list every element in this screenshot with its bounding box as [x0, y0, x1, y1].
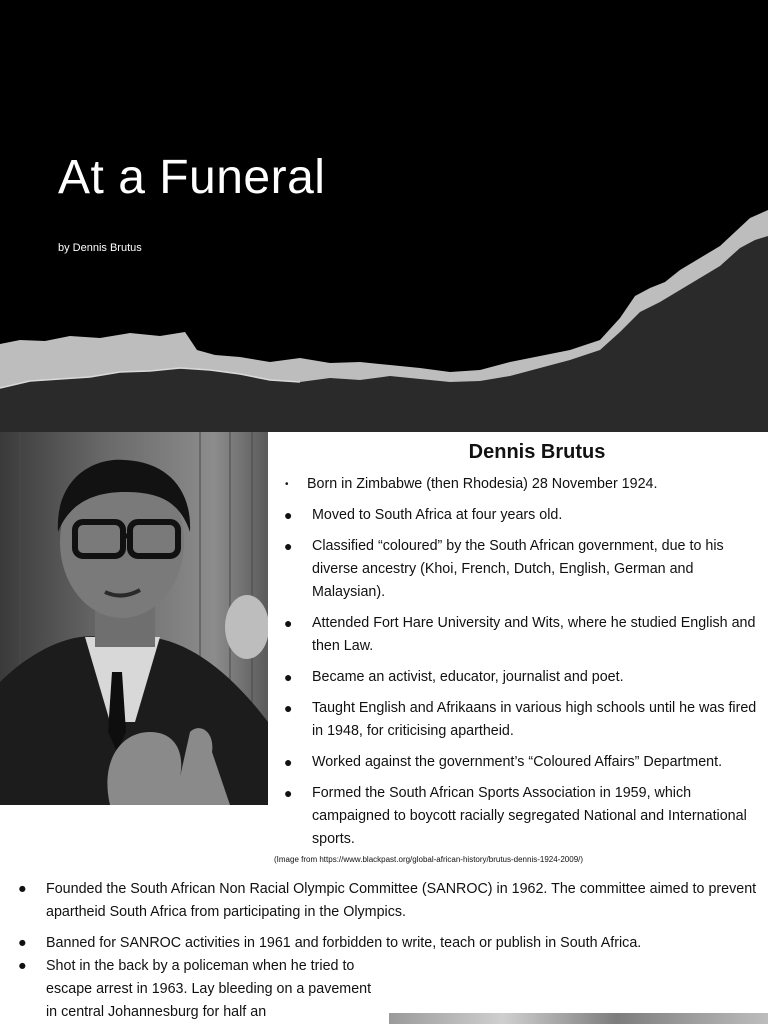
list-item-text: Classified “coloured” by the South African government, due to his diverse ancestry (Khoi, French, Dutch, English, German and Malaysian). — [312, 538, 724, 600]
list-item — [280, 666, 758, 689]
slide-title: At a Funeral — [58, 151, 326, 204]
bullet: ● — [18, 958, 27, 974]
list-item-text: Formed the South African Sports Association in 1959, which campaigned to boycott racially segregated National and International sports. — [312, 785, 747, 847]
list-item — [280, 782, 758, 851]
list-item — [16, 932, 761, 955]
list-item-text: Attended Fort Hare University and Wits, where he studied English and then Law. — [312, 615, 756, 654]
list-item — [280, 504, 758, 527]
list-item-text: Worked against the government’s “Coloured Affairs” Department. — [312, 754, 723, 770]
bullet: ● — [284, 507, 293, 523]
list-item-text: Became an activist, educator, journalist and poet. — [312, 669, 624, 685]
bullet: ● — [284, 615, 293, 631]
list-item — [280, 473, 758, 496]
bullet: ● — [284, 669, 293, 685]
list-item-text: Shot in the back by a policeman when he tried to escape arrest in 1963. Lay bleeding on a pavement in central Johannesburg for half an — [46, 958, 372, 1020]
slide-subtitle: by Dennis Brutus — [58, 242, 142, 254]
list-item-text: Born in Zimbabwe (then Rhodesia) 28 November 1924. — [307, 476, 658, 492]
image-credit: (Image from https://www.blackpast.org/global-african-history/brutus-dennis-1924-2009/) — [274, 855, 584, 864]
bio-heading: Dennis Brutus — [468, 441, 606, 463]
bullet: ● — [18, 881, 27, 897]
bullet: ● — [284, 785, 293, 801]
bullet: ● — [284, 700, 293, 716]
bullet: • — [285, 479, 289, 490]
list-item — [280, 751, 758, 774]
bullet: ● — [18, 935, 27, 951]
partial-photo — [389, 1013, 768, 1024]
list-item-text: Founded the South African Non Racial Olympic Committee (SANROC) in 1962. The committee aimed to prevent apartheid South Africa from participating in the Olympics. — [46, 881, 757, 920]
list-item — [280, 535, 758, 604]
list-item-text: Taught English and Afrikaans in various high schools until he was fired in 1948, for criticising apartheid. — [312, 700, 757, 739]
list-item-text: Moved to South Africa at four years old. — [312, 507, 563, 523]
bullet: ● — [284, 754, 293, 770]
bullet: ● — [284, 538, 293, 554]
bio-list — [280, 473, 758, 859]
list-item — [280, 697, 758, 743]
title-slide — [0, 0, 768, 432]
portrait-photo — [0, 432, 268, 805]
lower-list — [16, 878, 761, 1032]
list-item-text: Banned for SANROC activities in 1961 and forbidden to write, teach or publish in South Africa. — [46, 935, 642, 951]
list-item — [280, 612, 758, 658]
list-item — [16, 955, 386, 1024]
list-item — [16, 878, 761, 924]
terrain-graphic — [0, 0, 768, 432]
